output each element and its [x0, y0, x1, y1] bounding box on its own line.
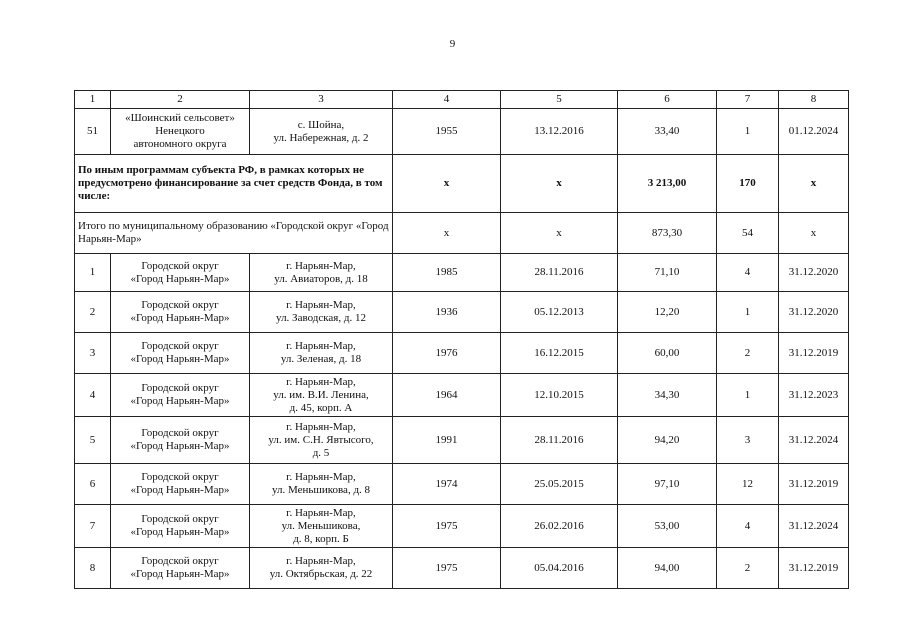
total-area-cell: 873,30: [618, 213, 717, 254]
total-cell: х: [779, 155, 849, 213]
column-number: 2: [111, 91, 250, 109]
year-cell: 1955: [393, 109, 501, 155]
row-number: 7: [75, 505, 111, 548]
address-cell: г. Нарьян-Мар, ул. Заводская, д. 12: [250, 292, 393, 333]
year-cell: 1975: [393, 505, 501, 548]
column-number-row: [75, 91, 849, 109]
area-cell: 33,40: [618, 109, 717, 155]
municipality-cell: Городской округ «Город Нарьян-Мар»: [111, 333, 250, 374]
people-cell: 1: [717, 374, 779, 417]
address-cell: г. Нарьян-Мар, ул. Октябрьская, д. 22: [250, 548, 393, 589]
date-cell: 28.11.2016: [501, 417, 618, 464]
date-cell: 26.02.2016: [501, 505, 618, 548]
column-number: 7: [717, 91, 779, 109]
total-cell: х: [393, 155, 501, 213]
column-number: 1: [75, 91, 111, 109]
deadline-cell: 31.12.2020: [779, 292, 849, 333]
total-people-cell: 54: [717, 213, 779, 254]
area-cell: 60,00: [618, 333, 717, 374]
deadline-cell: 31.12.2023: [779, 374, 849, 417]
year-cell: 1936: [393, 292, 501, 333]
row-number: 8: [75, 548, 111, 589]
people-cell: 2: [717, 333, 779, 374]
municipality-cell: Городской округ «Город Нарьян-Мар»: [111, 292, 250, 333]
people-cell: 2: [717, 548, 779, 589]
table-row: [75, 292, 849, 333]
year-cell: 1985: [393, 254, 501, 292]
area-cell: 53,00: [618, 505, 717, 548]
date-cell: 13.12.2016: [501, 109, 618, 155]
municipality-cell: Городской округ «Город Нарьян-Мар»: [111, 505, 250, 548]
municipality-cell: Городской округ «Город Нарьян-Мар»: [111, 254, 250, 292]
municipality-cell: Городской округ «Город Нарьян-Мар»: [111, 374, 250, 417]
date-cell: 12.10.2015: [501, 374, 618, 417]
year-cell: 1974: [393, 464, 501, 505]
total-cell: х: [501, 155, 618, 213]
area-cell: 94,00: [618, 548, 717, 589]
area-cell: 97,10: [618, 464, 717, 505]
column-number: 8: [779, 91, 849, 109]
area-cell: 34,30: [618, 374, 717, 417]
people-cell: 4: [717, 505, 779, 548]
address-cell: г. Нарьян-Мар, ул. Меньшикова, д. 8: [250, 464, 393, 505]
deadline-cell: 31.12.2024: [779, 505, 849, 548]
table-row: [75, 417, 849, 464]
year-cell: 1975: [393, 548, 501, 589]
address-cell: г. Нарьян-Мар, ул. им. В.И. Ленина, д. 45, корп. А: [250, 374, 393, 417]
people-cell: 1: [717, 292, 779, 333]
date-cell: 05.12.2013: [501, 292, 618, 333]
area-cell: 71,10: [618, 254, 717, 292]
address-cell: с. Шойна, ул. Набережная, д. 2: [250, 109, 393, 155]
area-cell: 94,20: [618, 417, 717, 464]
total-area-cell: 3 213,00: [618, 155, 717, 213]
column-number: 6: [618, 91, 717, 109]
date-cell: 16.12.2015: [501, 333, 618, 374]
table-row: [75, 109, 849, 155]
date-cell: 05.04.2016: [501, 548, 618, 589]
total-cell: х: [501, 213, 618, 254]
area-cell: 12,20: [618, 292, 717, 333]
deadline-cell: 31.12.2020: [779, 254, 849, 292]
people-cell: 3: [717, 417, 779, 464]
deadline-cell: 01.12.2024: [779, 109, 849, 155]
total-people-cell: 170: [717, 155, 779, 213]
row-number: 2: [75, 292, 111, 333]
table-row: [75, 254, 849, 292]
municipality-cell: Городской округ «Город Нарьян-Мар»: [111, 464, 250, 505]
municipality-cell: Городской округ «Город Нарьян-Мар»: [111, 417, 250, 464]
table-row: [75, 464, 849, 505]
row-number: 5: [75, 417, 111, 464]
municipality-cell: «Шоинский сельсовет» Ненецкого автономного округа: [111, 109, 250, 155]
year-cell: 1964: [393, 374, 501, 417]
itogo-label: Итого по муниципальному образованию «Городской округ «Город Нарьян-Мар»: [75, 213, 393, 254]
itogo-row: [75, 213, 849, 254]
people-cell: 4: [717, 254, 779, 292]
other-programs-label: По иным программам субъекта РФ, в рамках которых не предусмотрено финансирование за счет средств Фонда, в том числе:: [75, 155, 393, 213]
row-number: 51: [75, 109, 111, 155]
table-row: [75, 333, 849, 374]
row-number: 1: [75, 254, 111, 292]
address-cell: г. Нарьян-Мар, ул. Авиаторов, д. 18: [250, 254, 393, 292]
deadline-cell: 31.12.2019: [779, 333, 849, 374]
column-number: 5: [501, 91, 618, 109]
deadline-cell: 31.12.2019: [779, 464, 849, 505]
row-number: 3: [75, 333, 111, 374]
row-number: 6: [75, 464, 111, 505]
total-cell: х: [779, 213, 849, 254]
page-number: 9: [449, 38, 456, 50]
table-row: [75, 505, 849, 548]
year-cell: 1991: [393, 417, 501, 464]
people-cell: 1: [717, 109, 779, 155]
deadline-cell: 31.12.2019: [779, 548, 849, 589]
year-cell: 1976: [393, 333, 501, 374]
table-row: [75, 548, 849, 589]
people-cell: 12: [717, 464, 779, 505]
address-cell: г. Нарьян-Мар, ул. Зеленая, д. 18: [250, 333, 393, 374]
address-cell: г. Нарьян-Мар, ул. им. С.Н. Явтысого, д. 5: [250, 417, 393, 464]
municipality-cell: Городской округ «Город Нарьян-Мар»: [111, 548, 250, 589]
other-programs-row: [75, 155, 849, 213]
row-number: 4: [75, 374, 111, 417]
column-number: 4: [393, 91, 501, 109]
table-row: [75, 374, 849, 417]
housing-table: [74, 90, 849, 589]
total-cell: х: [393, 213, 501, 254]
address-cell: г. Нарьян-Мар, ул. Меньшикова, д. 8, корп. Б: [250, 505, 393, 548]
column-number: 3: [250, 91, 393, 109]
date-cell: 25.05.2015: [501, 464, 618, 505]
date-cell: 28.11.2016: [501, 254, 618, 292]
deadline-cell: 31.12.2024: [779, 417, 849, 464]
